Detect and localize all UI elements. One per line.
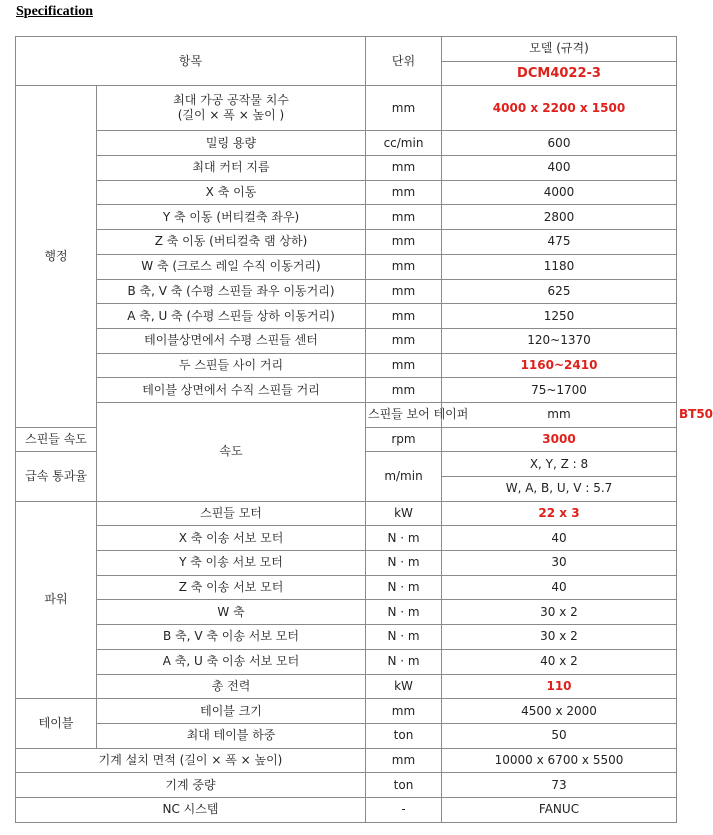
row-label: B 축, V 축 (수평 스핀들 좌우 이동거리) — [97, 279, 366, 304]
row-unit: mm — [366, 304, 442, 329]
table-row — [16, 353, 677, 378]
row-label: 스핀들 속도 — [16, 427, 97, 452]
row-label: 최대 커터 지름 — [97, 156, 366, 181]
row-value: W, A, B, U, V : 5.7 — [442, 477, 677, 502]
row-label: 기계 중량 — [16, 773, 366, 798]
table-row — [16, 328, 677, 353]
table-row — [16, 180, 677, 205]
header-unit: 단위 — [366, 37, 442, 86]
row-unit: mm — [366, 279, 442, 304]
table-row — [16, 230, 677, 255]
row-unit: mm — [366, 328, 442, 353]
row-label-line2: (길이 × 폭 × 높이 ) — [177, 108, 285, 123]
row-unit: mm — [366, 353, 442, 378]
row-value: 40 x 2 — [442, 649, 677, 674]
row-value: 75~1700 — [442, 378, 677, 403]
row-value: X, Y, Z : 8 — [442, 452, 677, 477]
row-label: Y 축 이동 (버티컬축 좌우) — [97, 205, 366, 230]
table-row — [16, 748, 677, 773]
table-row — [16, 773, 677, 798]
row-label: 테이블상면에서 수평 스핀들 센터 — [97, 328, 366, 353]
row-value: 30 x 2 — [442, 600, 677, 625]
row-unit: mm — [366, 205, 442, 230]
row-value: 400 — [442, 156, 677, 181]
row-value: 10000 x 6700 x 5500 — [442, 748, 677, 773]
row-value: 50 — [442, 723, 677, 748]
row-unit: N · m — [366, 526, 442, 551]
table-row — [16, 649, 677, 674]
header-row — [16, 37, 677, 62]
row-unit: cc/min — [366, 131, 442, 156]
table-row — [16, 501, 677, 526]
row-unit: ton — [366, 773, 442, 798]
row-label: Z 축 이송 서보 모터 — [97, 575, 366, 600]
row-value: 3000 — [442, 427, 677, 452]
table-row — [16, 699, 677, 724]
row-unit: mm — [442, 402, 677, 427]
row-value: 4500 x 2000 — [442, 699, 677, 724]
table-row — [16, 156, 677, 181]
row-label — [97, 86, 366, 131]
row-value: 2800 — [442, 205, 677, 230]
row-unit: N · m — [366, 600, 442, 625]
row-unit: mm — [366, 699, 442, 724]
row-label: B 축, V 축 이송 서보 모터 — [97, 625, 366, 650]
row-value: 22 x 3 — [442, 501, 677, 526]
row-label: 스핀들 보어 테이퍼 — [366, 402, 442, 427]
row-value: 475 — [442, 230, 677, 255]
table-row — [16, 723, 677, 748]
spec-table — [15, 36, 713, 823]
row-label: 스핀들 모터 — [97, 501, 366, 526]
row-value: 1250 — [442, 304, 677, 329]
row-label: 밀링 용량 — [97, 131, 366, 156]
table-row — [16, 674, 677, 699]
row-unit: mm — [366, 156, 442, 181]
table-row — [16, 600, 677, 625]
row-value: 110 — [442, 674, 677, 699]
table-row — [16, 526, 677, 551]
row-label: W 축 (크로스 레일 수직 이동거리) — [97, 254, 366, 279]
row-value: 40 — [442, 526, 677, 551]
row-value: 1160~2410 — [442, 353, 677, 378]
row-value: 40 — [442, 575, 677, 600]
table-row — [16, 575, 677, 600]
row-label: 기계 설치 면적 (길이 × 폭 × 높이) — [16, 748, 366, 773]
row-unit: N · m — [366, 551, 442, 576]
row-label: NC 시스템 — [16, 797, 366, 822]
table-row — [16, 86, 677, 131]
table-row — [16, 625, 677, 650]
table-row: 속도 스핀들 보어 테이퍼 mm BT50 — [16, 402, 677, 427]
row-label-line1: 최대 가공 공작물 치수 — [173, 93, 289, 108]
section-power: 파워 — [16, 501, 97, 699]
row-value: 73 — [442, 773, 677, 798]
table-row — [16, 378, 677, 403]
row-label: A 축, U 축 이송 서보 모터 — [97, 649, 366, 674]
page-title: Specification — [16, 4, 93, 19]
table-row — [16, 131, 677, 156]
row-unit: kW — [366, 501, 442, 526]
row-label: 테이블 크기 — [97, 699, 366, 724]
table-row — [16, 279, 677, 304]
row-unit: N · m — [366, 575, 442, 600]
row-label: W 축 — [97, 600, 366, 625]
row-value: 4000 — [442, 180, 677, 205]
row-label: 총 전력 — [97, 674, 366, 699]
row-unit: N · m — [366, 649, 442, 674]
row-label: 두 스핀들 사이 거리 — [97, 353, 366, 378]
header-item: 항목 — [16, 37, 366, 86]
table-row — [16, 304, 677, 329]
row-unit: kW — [366, 674, 442, 699]
table-row — [16, 551, 677, 576]
row-unit: ton — [366, 723, 442, 748]
row-unit: mm — [366, 86, 442, 131]
row-unit: mm — [366, 230, 442, 255]
row-label: A 축, U 축 (수평 스핀들 상하 이동거리) — [97, 304, 366, 329]
table-row — [16, 205, 677, 230]
row-unit: N · m — [366, 625, 442, 650]
section-stroke: 행정 — [16, 86, 97, 427]
row-unit: - — [366, 797, 442, 822]
table-row — [16, 797, 677, 822]
table-row — [16, 254, 677, 279]
row-unit: mm — [366, 748, 442, 773]
row-unit: mm — [366, 254, 442, 279]
row-unit: mm — [366, 378, 442, 403]
row-value: 120~1370 — [442, 328, 677, 353]
section-table: 테이블 — [16, 699, 97, 748]
row-label: X 축 이동 — [97, 180, 366, 205]
row-value: FANUC — [442, 797, 677, 822]
row-label: X 축 이송 서보 모터 — [97, 526, 366, 551]
row-unit: rpm — [366, 427, 442, 452]
row-label: 테이블 상면에서 수직 스핀들 거리 — [97, 378, 366, 403]
row-value: 4000 x 2200 x 1500 — [442, 86, 677, 131]
row-value: 625 — [442, 279, 677, 304]
row-value: 1180 — [442, 254, 677, 279]
row-unit: mm — [366, 180, 442, 205]
row-label: 최대 테이블 하중 — [97, 723, 366, 748]
header-model-name: DCM4022-3 — [442, 61, 677, 86]
row-value: 600 — [442, 131, 677, 156]
row-label: 급속 통과율 — [16, 452, 97, 501]
row-label: Y 축 이송 서보 모터 — [97, 551, 366, 576]
header-model-group: 모델 (규격) — [442, 37, 677, 62]
row-value: 30 — [442, 551, 677, 576]
row-unit: m/min — [366, 452, 442, 501]
row-value: 30 x 2 — [442, 625, 677, 650]
row-label: Z 축 이동 (버티컬축 램 상하) — [97, 230, 366, 255]
section-speed: 속도 — [97, 402, 366, 501]
